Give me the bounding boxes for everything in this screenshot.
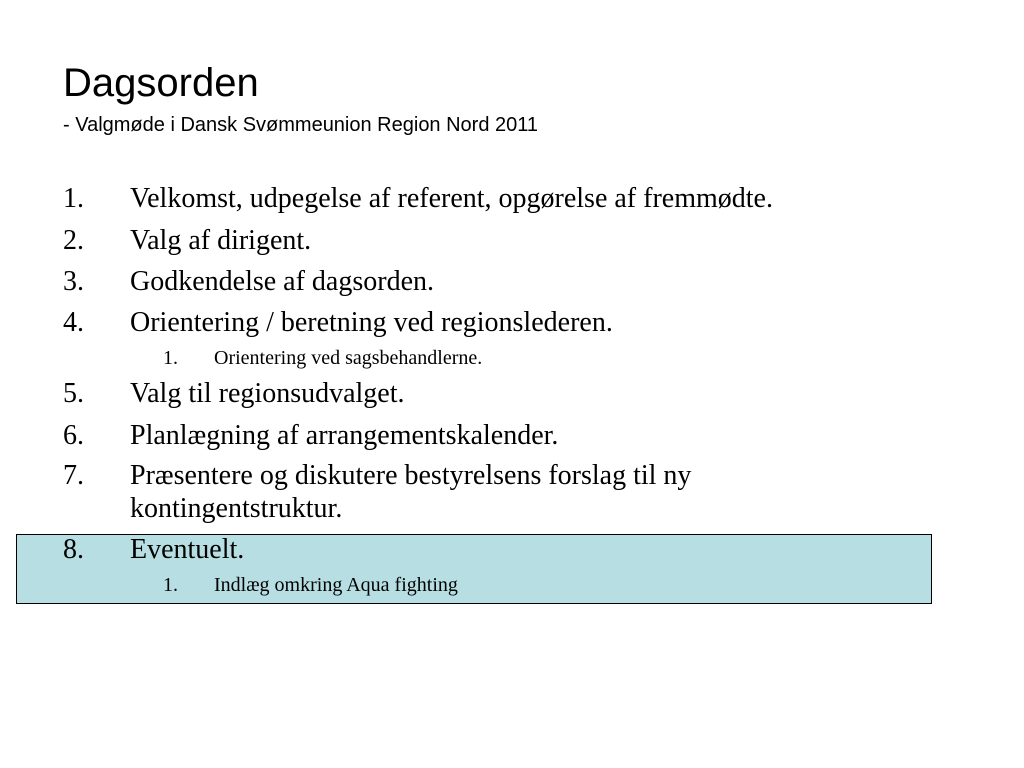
agenda-item-number: 6. xyxy=(63,420,84,451)
agenda-item-text: Planlægning af arrangementskalender. xyxy=(130,420,559,451)
agenda-item-number: 1. xyxy=(163,574,178,596)
agenda-item-number: 3. xyxy=(63,266,84,297)
agenda-item-text: Præsentere og diskutere bestyrelsens forslag til ny xyxy=(130,460,692,491)
agenda-item-text: Eventuelt. xyxy=(130,534,245,565)
agenda-item-text: Orientering ved sagsbehandlerne. xyxy=(214,347,483,369)
agenda-item-number: 4. xyxy=(63,307,84,338)
agenda-item-number: 2. xyxy=(63,225,84,256)
agenda-item-number: 8. xyxy=(63,534,84,565)
agenda-item-number: 5. xyxy=(63,378,84,409)
agenda-item-text: Indlæg omkring Aqua fighting xyxy=(214,574,458,596)
agenda-item-number: 1. xyxy=(63,183,84,214)
agenda-item-text: Valg af dirigent. xyxy=(130,225,312,256)
agenda-item-text: Valg til regionsudvalget. xyxy=(130,378,405,409)
agenda-item-text: Godkendelse af dagsorden. xyxy=(130,266,435,297)
agenda-item-number: 7. xyxy=(63,460,84,491)
slide-title: Dagsorden xyxy=(63,61,259,105)
slide-subtitle: - Valgmøde i Dansk Svømmeunion Region Nord 2011 xyxy=(63,114,539,136)
agenda-item-text: Orientering / beretning ved regionslederen. xyxy=(130,307,613,338)
agenda-item-text: kontingentstruktur. xyxy=(130,493,343,524)
agenda-item-text: Velkomst, udpegelse af referent, opgørelse af fremmødte. xyxy=(130,183,773,214)
agenda-item-number: 1. xyxy=(163,347,178,369)
